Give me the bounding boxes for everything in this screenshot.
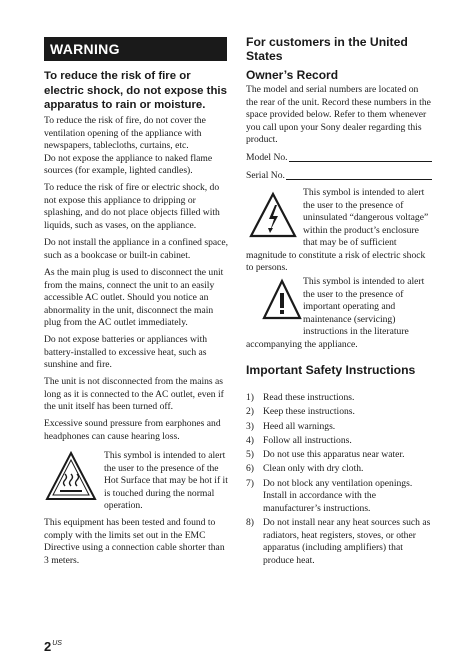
list-item-number: 4) (246, 434, 254, 446)
list-item-text: Read these instructions. (263, 392, 355, 403)
owners-record-text: The model and serial numbers are located on the rear of the unit. Record these numbers in the space provided below. Refer to them whenever you call upon your Sony dealer regarding this product. (246, 84, 431, 145)
warning-lead: To reduce the risk of fire or electric shock, do not expose this apparatus to rain or moisture. (44, 70, 227, 112)
voltage-symbol-text: This symbol is intended to alert the user to the presence of uninsulated “dangerous voltage” within the product’s enclosure that may be of sufficient magnitude to constitute a risk of electric shock to persons. (246, 187, 429, 273)
page-number (44, 639, 62, 654)
hot-surface-icon (44, 450, 98, 504)
list-item-text: Do not install near any heat sources such as radiators, heat registers, stoves, or other apparatus (including amplifiers) that produce heat. (263, 517, 431, 566)
list-item-number: 8) (246, 517, 254, 529)
list-item-number: 5) (246, 449, 254, 461)
voltage-symbol-description (246, 187, 432, 275)
safety-instructions-heading: Important Safety Instructions (246, 363, 416, 377)
owners-record-heading: Owner’s Record (246, 68, 339, 82)
exclaim-symbol-text: This symbol is intended to alert the user to the presence of important operating and maintenance (servicing) instructions in the literature accompanying the appliance. (246, 276, 425, 350)
page-number-value: 2 (44, 639, 52, 654)
warning-paragraph-hearing: Excessive sound pressure from earphones and headphones can cause hearing loss. (44, 418, 221, 442)
exclaim-symbol-float-spacer (246, 276, 303, 336)
list-item (246, 406, 432, 419)
model-number-line (289, 152, 432, 162)
list-item-text: Clean only with dry cloth. (263, 463, 364, 475)
fire-ventilation-text: To reduce the risk of fire, do not cover the ventilation opening of the appliance with newspapers, tablecloths, curtains, etc. (44, 115, 206, 151)
list-item-text: Heed all warnings. (263, 420, 336, 432)
page-number-suffix: US (52, 640, 62, 647)
serial-number-field (246, 170, 432, 182)
customers-heading: For customers in the United States (246, 35, 408, 63)
list-item (246, 392, 432, 405)
list-item (246, 478, 432, 516)
list-item-text: Do not use this apparatus near water. (263, 449, 405, 461)
serial-number-label: Serial No. (246, 170, 285, 181)
list-item-text: Do not block any ventilation openings. Install in accordance with the manufacturer’s instructions. (263, 477, 413, 514)
warning-paragraph-dripping: To reduce the risk of fire or electric shock, do not expose this appliance to dripping or splashing, and do not place objects filled with liquids, such as vases, on the appliance. (44, 182, 220, 231)
warning-paragraph-mains-plug: As the main plug is used to disconnect the unit from the mains, connect the unit to an easily accessible AC outlet. Should you notice an abnormality in the unit, disconnect the main plug from the AC outlet immediately. (44, 267, 224, 328)
hot-surface-description: This symbol is intended to alert the user to the presence of the Hot Surface that may be hot if it is touched during the normal operation. (104, 450, 228, 511)
list-item-number: 6) (246, 463, 254, 475)
list-item-text: Keep these instructions. (263, 406, 355, 418)
voltage-symbol-float-spacer (246, 187, 303, 247)
list-item-number: 3) (246, 420, 254, 432)
warning-paragraph-emc: This equipment has been tested and found to comply with the limits set out in the EMC Directive using a connection cable shorter than 3 meters. (44, 517, 225, 566)
warning-paragraph-fire (44, 115, 230, 178)
list-item (246, 435, 432, 448)
list-item-number: 7) (246, 477, 254, 489)
exclaim-symbol-description (246, 276, 432, 351)
warning-paragraph-batteries: Do not expose batteries or appliances with battery-installed to excessive heat, such as sunshine and fire. (44, 334, 208, 370)
list-item (246, 463, 432, 476)
safety-instructions-list (246, 392, 432, 569)
warning-banner: WARNING (44, 37, 227, 61)
list-item (246, 421, 432, 434)
list-item (246, 449, 432, 462)
serial-number-line (286, 170, 432, 180)
list-item-number: 2) (246, 406, 254, 418)
warning-paragraph-disconnected: The unit is not disconnected from the mains as long as it is connected to the AC outlet, even if the unit itself has been turned off. (44, 376, 224, 412)
list-item-text: Follow all instructions. (263, 434, 352, 446)
warning-paragraph-install: Do not install the appliance in a confined space, such as a bookcase or built-in cabinet. (44, 237, 229, 261)
list-item (246, 517, 432, 567)
model-number-field (246, 152, 432, 164)
model-number-label: Model No. (246, 152, 288, 163)
naked-flame-text: Do not expose the appliance to naked flame sources (for example, lighted candles). (44, 152, 213, 176)
list-item-number: 1) (246, 392, 254, 403)
